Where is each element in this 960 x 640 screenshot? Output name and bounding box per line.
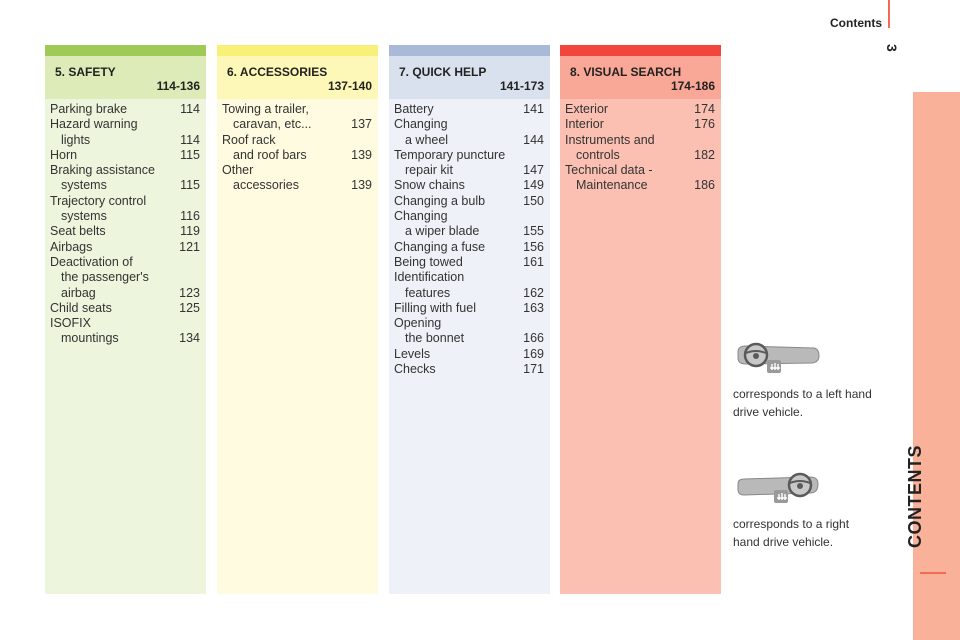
- toc-entry[interactable]: [565, 133, 715, 164]
- toc-entry-label: [394, 117, 448, 148]
- toc-entry[interactable]: [394, 270, 544, 301]
- side-tab-accent-rule: [920, 572, 946, 574]
- section-header: [45, 56, 206, 99]
- legend-rhd-text: [733, 515, 903, 551]
- toc-entry[interactable]: [394, 347, 544, 362]
- toc-entry-page: 150: [523, 193, 544, 208]
- toc-entry-label: [394, 301, 476, 316]
- header-accent-rule: [888, 0, 890, 28]
- header-title: Contents: [830, 16, 882, 30]
- section-title[interactable]: 5. SAFETY: [55, 65, 116, 79]
- toc-entry-line: Interior: [565, 117, 604, 132]
- toc-entry[interactable]: [50, 301, 200, 316]
- toc-entry-line: Opening: [394, 316, 442, 331]
- toc-entry-label: [222, 163, 299, 194]
- section-color-bar: [217, 45, 378, 56]
- toc-entry-line: Towing a trailer,: [222, 102, 309, 116]
- toc-entry-line: systems: [61, 209, 107, 224]
- toc-entry-line: Changing a fuse: [394, 239, 486, 254]
- toc-entry[interactable]: [222, 133, 372, 164]
- toc-entry-line: Child seats: [50, 300, 112, 315]
- toc-entry-line: accessories: [233, 178, 299, 193]
- toc-entry[interactable]: [394, 102, 544, 117]
- legend-rhd-line1: corresponds to a right: [733, 517, 850, 531]
- toc-entry-label: [394, 148, 505, 179]
- toc-entry-line: caravan, etc...: [233, 117, 312, 132]
- toc-entry-page: 116: [180, 209, 200, 224]
- toc-entry-label: [394, 316, 464, 347]
- toc-entry[interactable]: [394, 240, 544, 255]
- toc-entry[interactable]: [565, 117, 715, 132]
- toc-entry-page: 182: [694, 147, 715, 162]
- toc-entry-label: [394, 347, 430, 362]
- toc-entry-label: [50, 240, 92, 255]
- toc-entry-line: Trajectory control: [50, 193, 147, 208]
- toc-entry[interactable]: [50, 316, 200, 347]
- toc-entry-page: 147: [523, 163, 544, 178]
- toc-entry[interactable]: [394, 209, 544, 240]
- toc-entry-page: 115: [180, 178, 200, 193]
- toc-entry-page: 134: [179, 331, 200, 346]
- toc-entry[interactable]: [50, 224, 200, 239]
- toc-entry-line: systems: [61, 178, 107, 193]
- toc-entry-line: features: [405, 285, 451, 300]
- toc-entry-line: a wiper blade: [405, 224, 480, 239]
- toc-entry-line: Identification: [394, 270, 465, 285]
- toc-entry-page: 161: [523, 254, 544, 269]
- toc-entry-line: Maintenance: [576, 178, 648, 193]
- toc-entry-line: airbag: [61, 285, 96, 300]
- toc-entry-line: the bonnet: [405, 331, 465, 346]
- toc-entry-line: Braking assistance: [50, 163, 155, 178]
- toc-entry-label: [50, 148, 77, 163]
- toc-entry-page: 139: [351, 178, 372, 193]
- toc-entry-line: Filling with fuel: [394, 300, 476, 315]
- section-page-range[interactable]: 141-173: [499, 79, 544, 93]
- toc-entry-line: Checks: [394, 362, 436, 377]
- toc-entry-line: lights: [61, 132, 91, 147]
- toc-entry-page: 121: [179, 239, 200, 254]
- toc-entry-label: [394, 102, 434, 117]
- legend-lhd-line2: drive vehicle.: [733, 405, 804, 419]
- toc-entry-page: 137: [351, 117, 372, 132]
- side-tab-label: CONTENTS: [905, 445, 925, 548]
- toc-entry-page: 139: [351, 147, 372, 162]
- toc-entry[interactable]: [50, 102, 200, 117]
- section-quick-help: [389, 45, 550, 594]
- section-header: [389, 56, 550, 99]
- toc-entry-page: 169: [523, 346, 544, 361]
- toc-entry-page: 115: [180, 147, 200, 162]
- toc-entry-line: repair kit: [405, 163, 453, 178]
- left-hand-drive-dashboard-icon: [736, 342, 820, 374]
- section-header: [217, 56, 378, 99]
- toc-entry-line: and roof bars: [233, 147, 307, 162]
- toc-entry-line: Parking brake: [50, 102, 128, 116]
- toc-entry-page: 174: [694, 102, 715, 116]
- toc-entry-line: ISOFIX: [50, 316, 91, 331]
- section-entries: [560, 99, 721, 194]
- section-safety: [45, 45, 206, 594]
- toc-entry-page: 166: [523, 331, 544, 346]
- toc-entry-label: [394, 362, 436, 377]
- toc-entry-line: controls: [576, 147, 620, 162]
- toc-entry[interactable]: [565, 163, 715, 194]
- toc-entry[interactable]: [394, 178, 544, 193]
- section-page-range[interactable]: 174-186: [670, 79, 715, 93]
- section-visual-search: [560, 45, 721, 594]
- toc-entry[interactable]: [50, 255, 200, 301]
- toc-entry[interactable]: [394, 255, 544, 270]
- toc-entry[interactable]: [50, 117, 200, 148]
- toc-entry-line: Airbags: [50, 239, 93, 254]
- section-accessories: [217, 45, 378, 594]
- section-page-range[interactable]: 137-140: [327, 79, 372, 93]
- legend-lhd-text: [733, 385, 903, 421]
- toc-entry-label: [565, 163, 653, 194]
- toc-entry-page: 114: [180, 102, 200, 116]
- section-entries: [45, 99, 206, 347]
- toc-entry-page: 119: [180, 224, 200, 239]
- toc-entry-line: a wheel: [405, 132, 449, 147]
- toc-entry-label: [50, 194, 146, 225]
- toc-entry-label: [565, 102, 608, 117]
- toc-entry-line: Temporary puncture: [394, 147, 506, 162]
- toc-entry-line: Changing: [394, 209, 448, 224]
- toc-entry-line: Snow chains: [394, 178, 465, 193]
- toc-entry-label: [222, 133, 307, 164]
- toc-entry[interactable]: [394, 148, 544, 179]
- toc-entry-page: 176: [694, 117, 715, 132]
- toc-entry[interactable]: [222, 163, 372, 194]
- toc-entry[interactable]: [50, 163, 200, 194]
- toc-entry-label: [50, 316, 119, 347]
- toc-entry-page: 114: [180, 132, 200, 147]
- toc-entry-label: [50, 224, 106, 239]
- toc-entry-page: 171: [523, 362, 544, 377]
- section-title[interactable]: 8. VISUAL SEARCH: [570, 65, 682, 79]
- toc-entry-label: [222, 102, 312, 133]
- toc-entry[interactable]: [50, 194, 200, 225]
- section-color-bar: [45, 45, 206, 56]
- toc-entry-line: Changing: [394, 117, 448, 132]
- section-entries: [389, 99, 550, 377]
- toc-entry[interactable]: [394, 362, 544, 377]
- toc-entry-line: Exterior: [565, 102, 609, 116]
- page-number: 3: [884, 44, 900, 52]
- toc-entry-label: [565, 133, 655, 164]
- toc-entry-page: 155: [523, 224, 544, 239]
- legend-rhd-line2: hand drive vehicle.: [733, 535, 834, 549]
- toc-entry[interactable]: [394, 117, 544, 148]
- side-tab[interactable]: [913, 92, 960, 640]
- toc-entry-line: Roof rack: [222, 132, 276, 147]
- toc-entry[interactable]: [222, 102, 372, 133]
- section-header: [560, 56, 721, 99]
- toc-entry-page: 141: [523, 102, 544, 116]
- toc-entry-line: Being towed: [394, 254, 463, 269]
- toc-entry-page: 162: [523, 285, 544, 300]
- toc-entry-line: Deactivation of: [50, 254, 133, 269]
- section-title[interactable]: 7. QUICK HELP: [399, 65, 487, 79]
- toc-entry-line: Changing a bulb: [394, 193, 486, 208]
- toc-entry-label: [394, 194, 485, 209]
- toc-entry-label: [50, 301, 112, 316]
- toc-entry-label: [394, 255, 463, 270]
- toc-entry-line: Instruments and: [565, 132, 655, 147]
- toc-entry-line: Technical data -: [565, 163, 653, 178]
- toc-entry-label: [394, 178, 465, 193]
- toc-entry-label: [565, 117, 604, 132]
- right-hand-drive-dashboard-icon: [736, 472, 820, 504]
- toc-entry-page: 144: [523, 132, 544, 147]
- toc-entry-page: 163: [523, 300, 544, 315]
- toc-entry-line: Battery: [394, 102, 434, 116]
- toc-entry-page: 149: [523, 178, 544, 193]
- toc-entry-line: Other: [222, 163, 254, 178]
- toc-entry-line: Levels: [394, 346, 431, 361]
- toc-entry-label: [50, 255, 149, 301]
- legend-lhd-line1: corresponds to a left hand: [733, 387, 872, 401]
- toc-entry-page: 123: [179, 285, 200, 300]
- toc-entry[interactable]: [50, 240, 200, 255]
- toc-entry[interactable]: [565, 102, 715, 117]
- toc-entry[interactable]: [50, 148, 200, 163]
- toc-entry-label: [394, 270, 464, 301]
- toc-entry-line: Seat belts: [50, 224, 106, 239]
- toc-entry[interactable]: [394, 316, 544, 347]
- section-title[interactable]: 6. ACCESSORIES: [227, 65, 328, 79]
- section-color-bar: [389, 45, 550, 56]
- section-entries: [217, 99, 378, 194]
- toc-entry-label: [50, 117, 138, 148]
- toc-entry-line: Horn: [50, 147, 78, 162]
- section-page-range[interactable]: 114-136: [156, 79, 200, 93]
- toc-entry-line: Hazard warning: [50, 117, 138, 132]
- toc-entry-page: 125: [179, 300, 200, 315]
- toc-entry-line: the passenger's: [61, 270, 149, 285]
- section-color-bar: [560, 45, 721, 56]
- toc-entry-label: [50, 163, 155, 194]
- toc-entry-label: [50, 102, 127, 117]
- toc-entry[interactable]: [394, 301, 544, 316]
- toc-entry[interactable]: [394, 194, 544, 209]
- toc-entry-page: 156: [523, 239, 544, 254]
- toc-entry-label: [394, 209, 479, 240]
- toc-entry-line: mountings: [61, 331, 119, 346]
- toc-entry-label: [394, 240, 485, 255]
- toc-entry-page: 186: [694, 178, 715, 193]
